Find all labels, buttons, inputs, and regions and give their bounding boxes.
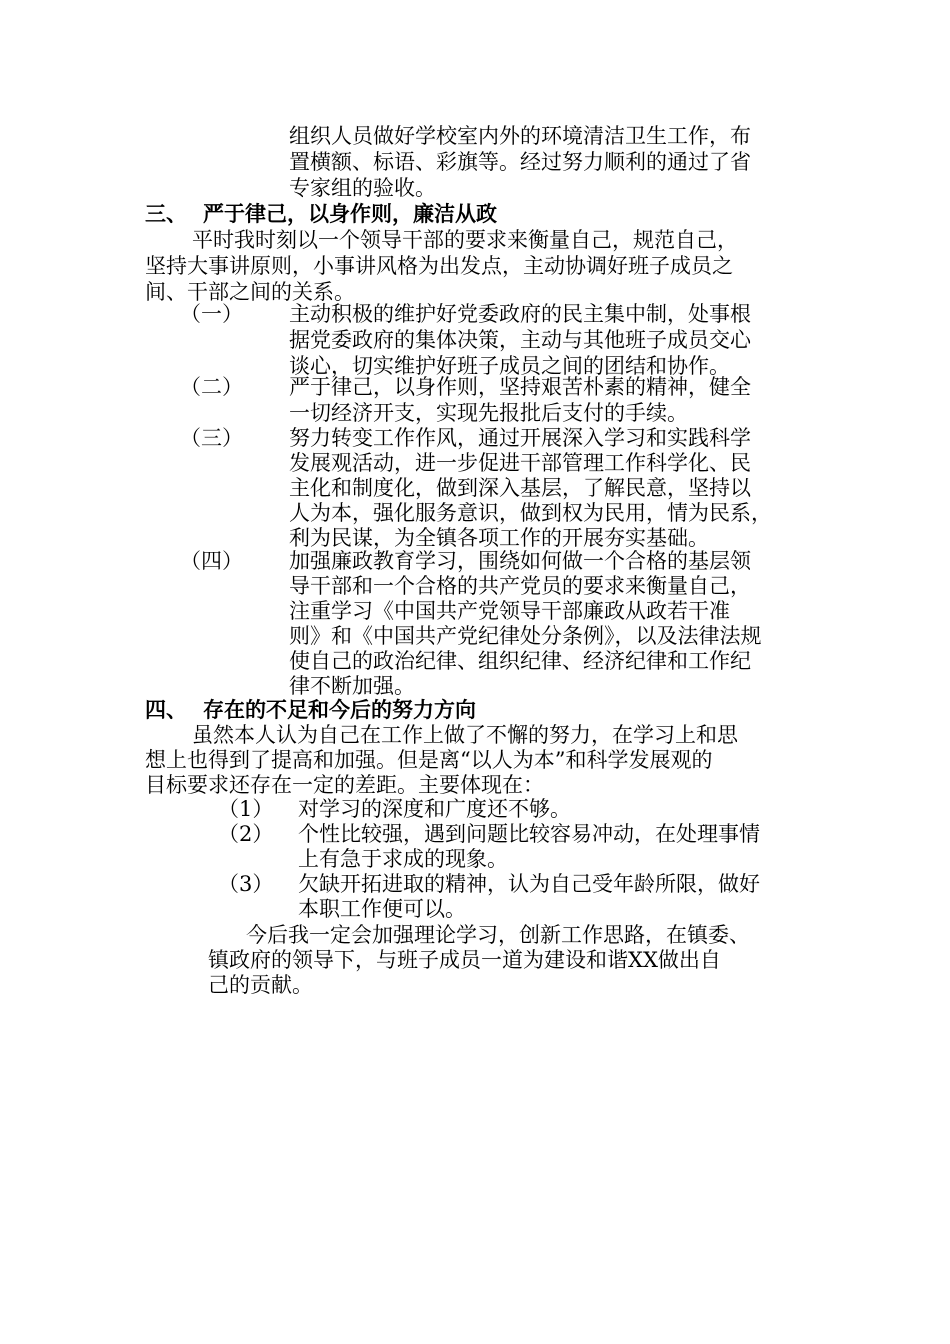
paragraph-line: 间、干部之间的关系。	[145, 280, 355, 304]
list-item-line: 谈心，切实维护好班子成员之间的团结和协作。	[289, 354, 730, 378]
paragraph-line: 镇政府的领导下，与班子成员一道为建设和谐XX做出自	[208, 948, 721, 972]
list-marker: （二）	[180, 375, 243, 399]
list-marker: （三）	[180, 426, 243, 450]
paragraph-line: 置横额、标语、彩旗等。经过努力顺利的通过了省	[289, 150, 751, 174]
list-item-line: 导干部和一个合格的共产党员的要求来衡量自己，	[289, 574, 751, 598]
list-item-line: 据党委政府的集体决策，主动与其他班子成员交心	[289, 328, 751, 352]
paragraph-line: 想上也得到了提高和加强。但是离“以人为本”和科学发展观的	[145, 748, 713, 772]
paragraph-line: 虽然本人认为自己在工作上做了不懈的努力，在学习上和思	[192, 723, 738, 747]
paragraph-line: 今后我一定会加强理论学习，创新工作思路，在镇委、	[246, 923, 750, 947]
list-marker: （一）	[180, 302, 243, 326]
list-item-line: 欠缺开拓进取的精神，认为自己受年龄所限，做好	[298, 872, 760, 896]
list-item-line: 主化和制度化，做到深入基层，了解民意，坚持以	[289, 476, 751, 500]
paragraph-line: 组织人员做好学校室内外的环境清洁卫生工作，布	[289, 124, 751, 148]
list-marker: （1）	[218, 797, 274, 821]
section-heading: 存在的不足和今后的努力方向	[203, 697, 476, 722]
section-number: 四、	[145, 697, 187, 722]
list-marker: （四）	[180, 549, 243, 573]
section-heading: 严于律己，以身作则，廉洁从政	[203, 201, 497, 226]
paragraph-line: 己的贡献。	[208, 973, 313, 997]
list-item-line: 则》和《中国共产党纪律处分条例》，以及法律法规	[289, 624, 762, 648]
list-marker: （2）	[218, 822, 274, 846]
paragraph-line: 坚持大事讲原则，小事讲风格为出发点，主动协调好班子成员之	[145, 254, 733, 278]
list-item-line: 对学习的深度和广度还不够。	[298, 797, 571, 821]
list-item-line: 上有急于求成的现象。	[298, 847, 508, 871]
section-number: 三、	[145, 201, 187, 226]
list-item-line: 主动积极的维护好党委政府的民主集中制，处事根	[289, 302, 751, 326]
list-item-line: 努力转变工作作风，通过开展深入学习和实践科学	[289, 426, 751, 450]
list-item-line: 严于律己，以身作则，坚持艰苦朴素的精神，健全	[289, 375, 751, 399]
paragraph-line: 平时我时刻以一个领导干部的要求来衡量自己，规范自己，	[192, 228, 738, 252]
list-item-line: 人为本，强化服务意识，做到权为民用，情为民系，	[289, 501, 772, 525]
list-item-line: 发展观活动，进一步促进干部管理工作科学化、民	[289, 451, 751, 475]
list-item-line: 使自己的政治纪律、组织纪律、经济纪律和工作纪	[289, 649, 751, 673]
list-item-line: 律不断加强。	[289, 674, 415, 698]
list-item-line: 一切经济开支，实现先报批后支付的手续。	[289, 401, 688, 425]
list-item-line: 注重学习《中国共产党领导干部廉政从政若干准	[289, 599, 730, 623]
list-item-line: 本职工作便可以。	[298, 897, 466, 921]
list-item-line: 加强廉政教育学习，围绕如何做一个合格的基层领	[289, 549, 751, 573]
paragraph-line: 专家组的验收。	[289, 176, 436, 200]
list-marker: （3）	[218, 872, 274, 896]
paragraph-line: 目标要求还存在一定的差距。主要体现在：	[145, 773, 544, 797]
list-item-line: 个性比较强，遇到问题比较容易冲动，在处理事情	[298, 822, 760, 846]
list-item-line: 利为民谋，为全镇各项工作的开展夯实基础。	[289, 526, 709, 550]
